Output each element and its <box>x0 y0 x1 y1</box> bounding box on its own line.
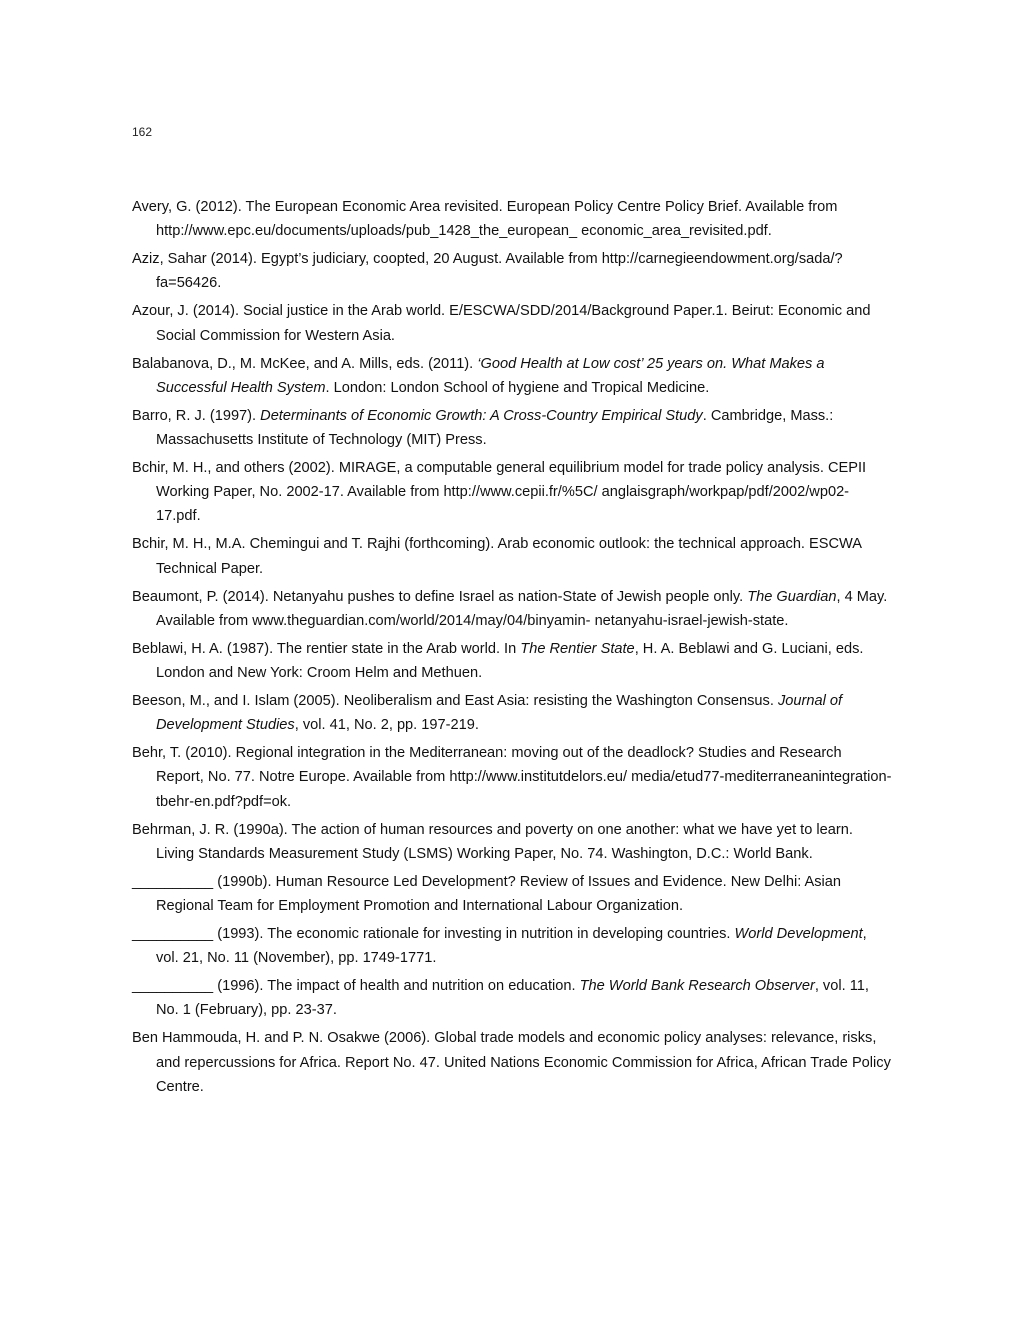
reference-text: Beblawi, H. A. (1987). The rentier state in the Arab world. In <box>132 640 521 657</box>
reference-text: , H. A. Beblawi and G. Luciani, eds. London and New York: Croom Helm and Methuen. <box>156 640 864 682</box>
reference-entry <box>132 299 892 347</box>
reference-text: , vol. 21, No. 11 (November), pp. 1749-1771. <box>156 926 867 967</box>
reference-text: __________ (1990b). Human Resource Led Development? Review of Issues and Evidence. New Delhi: Asian Regional Team for Employment Promotion and International Labour Organization. <box>132 873 842 915</box>
reference-entry <box>132 532 892 580</box>
reference-entry <box>132 922 892 970</box>
reference-text: Ben Hammouda, H. and P. N. Osakwe (2006). Global trade models and economic policy analyses: relevance, risks, and repercussions for Africa. Report No. 47. United Nations Economic Commission for Africa, African Trade Policy Centre. <box>132 1030 891 1095</box>
reference-text: Avery, G. (2012). The European Economic Area revisited. European Policy Centre Policy Brief. Available from http://www.epc.eu/documents/uploads/pub_1428_the_european_ economic_area_revisited.pdf. <box>132 199 838 240</box>
reference-entry <box>132 352 892 400</box>
reference-text: __________ (1996). The impact of health and nutrition on education. <box>132 978 580 995</box>
reference-entry <box>132 456 892 529</box>
reference-entry <box>132 637 892 685</box>
reference-entry <box>132 195 892 243</box>
reference-entry <box>132 1026 892 1099</box>
reference-text: , vol. 41, No. 2, pp. 197-219. <box>294 717 479 734</box>
reference-text: Bchir, M. H., M.A. Chemingui and T. Rajhi (forthcoming). Arab economic outlook: the technical approach. ESCWA Technical Paper. <box>132 536 862 577</box>
reference-text: , 4 May. Available from www.theguardian.com/world/2014/may/04/binyamin- netanyahu-israel-jewish-state. <box>156 588 888 629</box>
page-number: 162 <box>132 125 153 139</box>
reference-text: Balabanova, D., M. McKee, and A. Mills, eds. (2011). <box>132 355 478 372</box>
reference-text: __________ (1993). The economic rationale for investing in nutrition in developing countries. <box>132 926 735 943</box>
reference-title-italic: World Development <box>734 926 863 943</box>
reference-title-italic: Journal of Development Studies <box>156 693 843 734</box>
reference-entry <box>132 974 892 1022</box>
reference-title-italic: Determinants of Economic Growth: A Cross-Country Empirical Study <box>260 407 703 424</box>
reference-text: Azour, J. (2014). Social justice in the Arab world. E/ESCWA/SDD/2014/Background Paper.1. Beirut: Economic and Social Commission for Western Asia. <box>132 303 871 344</box>
reference-text: Barro, R. J. (1997). <box>132 407 261 424</box>
reference-title-italic: The Rentier State <box>520 640 635 657</box>
reference-entry <box>132 870 892 918</box>
reference-title-italic: ‘Good Health at Low cost’ 25 years on. What Makes a Successful Health System <box>156 355 825 396</box>
reference-text: Beeson, M., and I. Islam (2005). Neoliberalism and East Asia: resisting the Washington Consensus. <box>132 693 778 710</box>
reference-entry <box>132 818 892 866</box>
reference-entry <box>132 585 892 633</box>
reference-text: Behr, T. (2010). Regional integration in the Mediterranean: moving out of the deadlock? Studies and Research Report, No. 77. Notre Europe. Available from http://www.institutdelors.eu/ media/etud77-mediterraneanintegration-tbehr-en.pdf?pdf=ok. <box>132 745 892 810</box>
reference-entry <box>132 247 892 295</box>
reference-text: . Cambridge, Mass.: Massachusetts Institute of Technology (MIT) Press. <box>156 407 834 449</box>
reference-title-italic: The World Bank Research Observer <box>579 978 815 995</box>
reference-title-italic: The Guardian <box>747 588 837 605</box>
reference-entry <box>132 689 892 737</box>
reference-list <box>132 195 892 1103</box>
reference-text: , vol. 11, No. 1 (February), pp. 23-37. <box>156 978 869 1019</box>
reference-text: Bchir, M. H., and others (2002). MIRAGE, a computable general equilibrium model for trade policy analysis. CEPII Working Paper, No. 2002-17. Available from http://www.cepii.fr/%5C/ anglaisgraph/workpap/pdf/2002/wp02-17.pdf. <box>132 460 867 525</box>
reference-text: Behrman, J. R. (1990a). The action of human resources and poverty on one another: what we have yet to learn. Living Standards Measurement Study (LSMS) Working Paper, No. 74. Washington, D.C.: World Bank. <box>132 821 853 862</box>
reference-text: Aziz, Sahar (2014). Egypt’s judiciary, coopted, 20 August. Available from http://carnegieendowment.org/sada/?fa=56426. <box>132 251 843 292</box>
reference-entry <box>132 404 892 452</box>
reference-text: . London: London School of hygiene and Tropical Medicine. <box>325 379 710 396</box>
reference-entry <box>132 741 892 814</box>
reference-text: Beaumont, P. (2014). Netanyahu pushes to define Israel as nation-State of Jewish people only. <box>132 588 748 605</box>
